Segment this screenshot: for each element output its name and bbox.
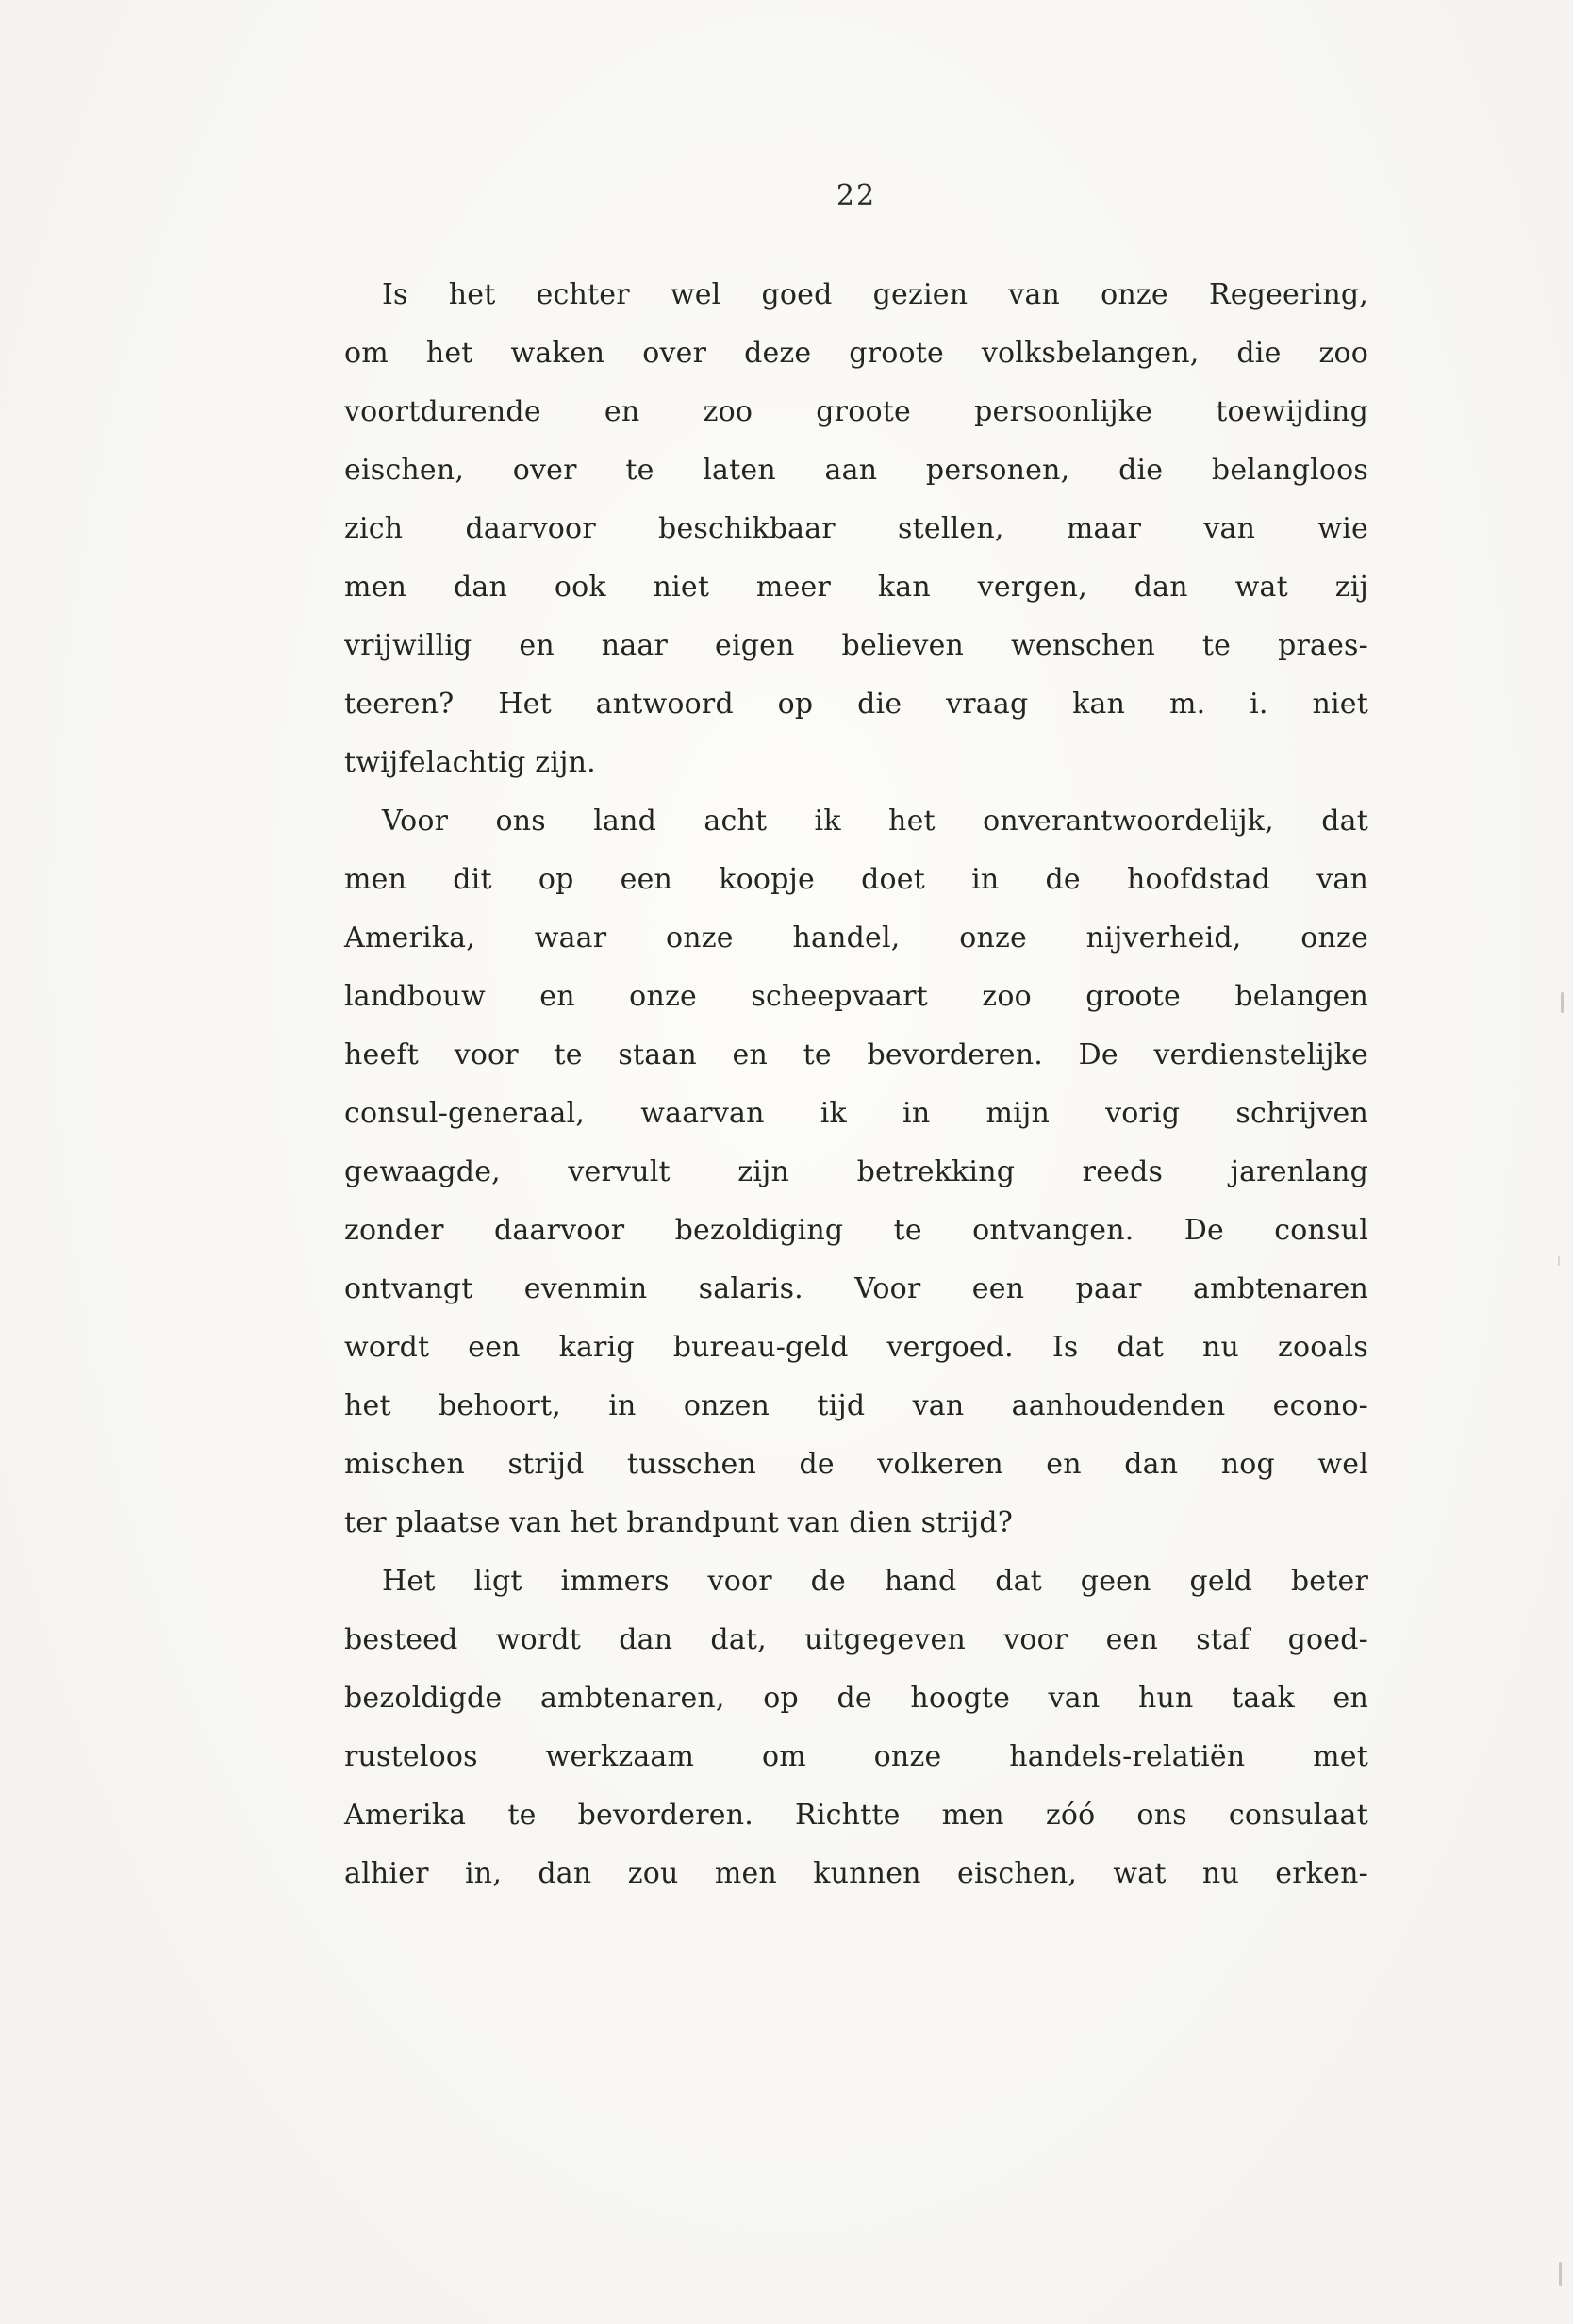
text-line: Voor ons land acht ik het onverantwoordelijk, dat (382, 805, 1368, 838)
text-line: twijfelachtig zijn. (344, 746, 596, 779)
scan-artifact (1561, 992, 1564, 1013)
text-line: zich daarvoor beschikbaar stellen, maar van wie (344, 512, 1368, 545)
paragraph (344, 1552, 1368, 1903)
text-line: Het ligt immers voor de hand dat geen geld beter (382, 1565, 1368, 1598)
text-line: bezoldigde ambtenaren, op de hoogte van hun taak en (344, 1682, 1368, 1715)
text-line: wordt een karig bureau-geld vergoed. Is dat nu zooals (344, 1331, 1368, 1364)
text-line: mischen strijd tusschen de volkeren en dan nog wel (344, 1448, 1368, 1481)
scan-artifact (1559, 2262, 1562, 2286)
text-line: heeft voor te staan en te bevorderen. De verdienstelijke (344, 1038, 1368, 1071)
text-line: om het waken over deze groote volksbelangen, die zoo (344, 337, 1368, 370)
paragraph (344, 266, 1368, 792)
scan-artifact (1558, 1256, 1560, 1266)
text-line: vrijwillig en naar eigen believen wenschen te praes- (344, 629, 1368, 662)
text-line: ontvangt evenmin salaris. Voor een paar ambtenaren (344, 1272, 1368, 1305)
text-line: Is het echter wel goed gezien van onze Regeering, (382, 278, 1368, 311)
text-line: besteed wordt dan dat, uitgegeven voor een staf goed- (344, 1623, 1368, 1656)
text-line: men dan ook niet meer kan vergen, dan wat zij (344, 571, 1368, 604)
text-line: ter plaatse van het brandpunt van dien strijd? (344, 1506, 1014, 1539)
text-line: voortdurende en zoo groote persoonlijke toewijding (344, 395, 1368, 428)
text-line: gewaagde, vervult zijn betrekking reeds jarenlang (344, 1155, 1368, 1188)
text-line: eischen, over te laten aan personen, die belangloos (344, 454, 1368, 487)
text-line: consul-generaal, waarvan ik in mijn vorig schrijven (344, 1097, 1368, 1130)
text-line: teeren? Het antwoord op die vraag kan m. i. niet (344, 688, 1368, 721)
text-line: het behoort, in onzen tijd van aanhoudenden econo- (344, 1389, 1368, 1422)
page-number: 22 (836, 179, 877, 212)
paragraph (344, 792, 1368, 1552)
text-line: men dit op een koopje doet in de hoofdstad van (344, 863, 1368, 896)
text-line: alhier in, dan zou men kunnen eischen, wat nu erken- (344, 1857, 1368, 1890)
text-line: zonder daarvoor bezoldiging te ontvangen. De consul (344, 1214, 1368, 1247)
text-line: landbouw en onze scheepvaart zoo groote belangen (344, 980, 1368, 1013)
text-line: Amerika, waar onze handel, onze nijverheid, onze (344, 921, 1368, 954)
text-line: Amerika te bevorderen. Richtte men zóó ons consulaat (344, 1799, 1368, 1832)
text-line: rusteloos werkzaam om onze handels-relatiën met (344, 1740, 1368, 1773)
text-block (344, 266, 1368, 1903)
